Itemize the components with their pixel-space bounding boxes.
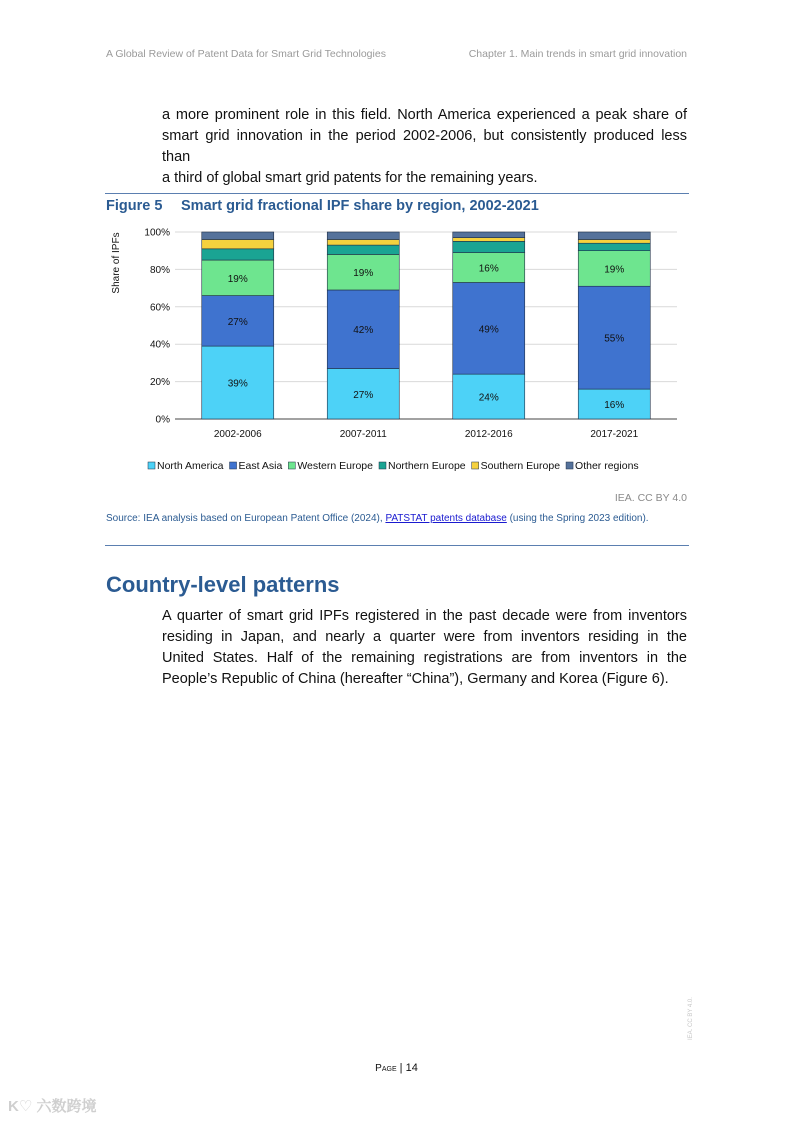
legend-label: Other regions <box>575 460 639 472</box>
legend-swatch <box>288 462 295 469</box>
legend-swatch <box>230 462 237 469</box>
legend-swatch <box>148 462 155 469</box>
y-tick-label: 80% <box>149 264 170 276</box>
patstat-link[interactable]: PATSTAT patents database <box>385 513 507 524</box>
data-label: 55% <box>604 333 625 345</box>
intro-line: a more prominent role in this field. North America experienced a peak share of <box>162 107 687 123</box>
data-label: 19% <box>604 264 625 276</box>
watermark: K♡ 六数跨境 <box>8 1098 97 1115</box>
y-tick-label: 100% <box>144 227 170 239</box>
bar-southern-europe <box>202 239 274 248</box>
data-label: 16% <box>604 400 625 412</box>
data-label: 27% <box>353 389 374 401</box>
y-tick-label: 40% <box>149 339 170 351</box>
source-text: Source: IEA analysis based on European Patent Office (2024), <box>106 513 386 524</box>
bar-northern-europe <box>453 241 525 252</box>
bar-other-regions <box>578 232 650 239</box>
bar-other-regions <box>202 232 274 239</box>
data-label: 16% <box>478 263 499 275</box>
legend-label: East Asia <box>238 460 283 472</box>
bar-northern-europe <box>202 249 274 260</box>
y-tick-label: 0% <box>155 414 170 426</box>
bar-southern-europe <box>327 239 399 245</box>
intro-paragraph <box>162 105 687 189</box>
x-tick-label: 2017-2021 <box>590 429 639 440</box>
data-label: 39% <box>227 378 248 390</box>
legend-label: Southern Europe <box>480 460 561 472</box>
legend-label: Northern Europe <box>388 460 466 472</box>
bar-southern-europe <box>453 238 525 242</box>
source-suffix: (using the Spring 2023 edition). <box>506 513 649 524</box>
x-tick-label: 2002-2006 <box>213 429 262 440</box>
section-paragraph <box>162 606 687 690</box>
data-label: 49% <box>478 324 499 336</box>
figure-label: Figure 5 <box>106 198 163 214</box>
y-tick-label: 60% <box>149 302 170 314</box>
section-line: residing in Japan, and nearly a quarter were from inventors residing in the <box>162 629 687 645</box>
data-label: 27% <box>227 316 248 328</box>
page-label: Page <box>375 1063 397 1074</box>
data-label: 24% <box>478 392 499 404</box>
x-tick-label: 2012-2016 <box>464 429 513 440</box>
bar-southern-europe <box>578 239 650 243</box>
section-line: People’s Republic of China (hereafter “China”), Germany and Korea (Figure 6). <box>162 671 669 687</box>
legend-label: North America <box>157 460 224 472</box>
data-label: 19% <box>353 268 374 280</box>
bar-other-regions <box>453 232 525 238</box>
x-tick-labels <box>214 429 639 440</box>
page-number-value: 14 <box>405 1062 418 1074</box>
legend-swatch <box>379 462 386 469</box>
page-number <box>0 1062 793 1074</box>
bar-other-regions <box>327 232 399 239</box>
chart-legend <box>148 460 639 472</box>
section-line: United States. Half of the remaining registrations are from inventors in the <box>162 650 687 666</box>
y-tick-labels <box>144 228 170 426</box>
bar-northern-europe <box>327 245 399 254</box>
y-tick-label: 20% <box>149 377 170 389</box>
figure-title <box>106 198 539 214</box>
data-label: 42% <box>353 325 374 337</box>
figure-source <box>106 513 686 525</box>
legend-swatch <box>472 462 479 469</box>
page-separator: | <box>396 1062 406 1074</box>
figure-bottom-rule <box>105 545 689 546</box>
legend-swatch <box>566 462 573 469</box>
figure-caption: Smart grid fractional IPF share by region, 2002-2021 <box>181 198 539 214</box>
intro-line: smart grid innovation in the period 2002-2006, but consistently produced less than <box>162 128 687 165</box>
section-heading: Country-level patterns <box>106 572 340 597</box>
side-license-note: IEA. CC BY 4.0. <box>688 997 694 1040</box>
running-header-right: Chapter 1. Main trends in smart grid innovation <box>468 48 687 60</box>
section-line: A quarter of smart grid IPFs registered in the past decade were from inventors <box>162 608 687 624</box>
bar-northern-europe <box>578 243 650 250</box>
y-axis-label: Share of IPFs <box>111 232 122 294</box>
stacked-bar-chart <box>100 220 695 482</box>
running-header-left: A Global Review of Patent Data for Smart Grid Technologies <box>106 48 386 60</box>
chart-bars <box>202 232 651 419</box>
figure-credit: IEA. CC BY 4.0 <box>614 492 687 504</box>
legend-label: Western Europe <box>297 460 373 472</box>
data-label: 19% <box>227 273 248 285</box>
intro-line: a third of global smart grid patents for the remaining years. <box>162 170 538 186</box>
figure-top-rule <box>105 193 689 194</box>
x-tick-label: 2007-2011 <box>339 429 387 440</box>
